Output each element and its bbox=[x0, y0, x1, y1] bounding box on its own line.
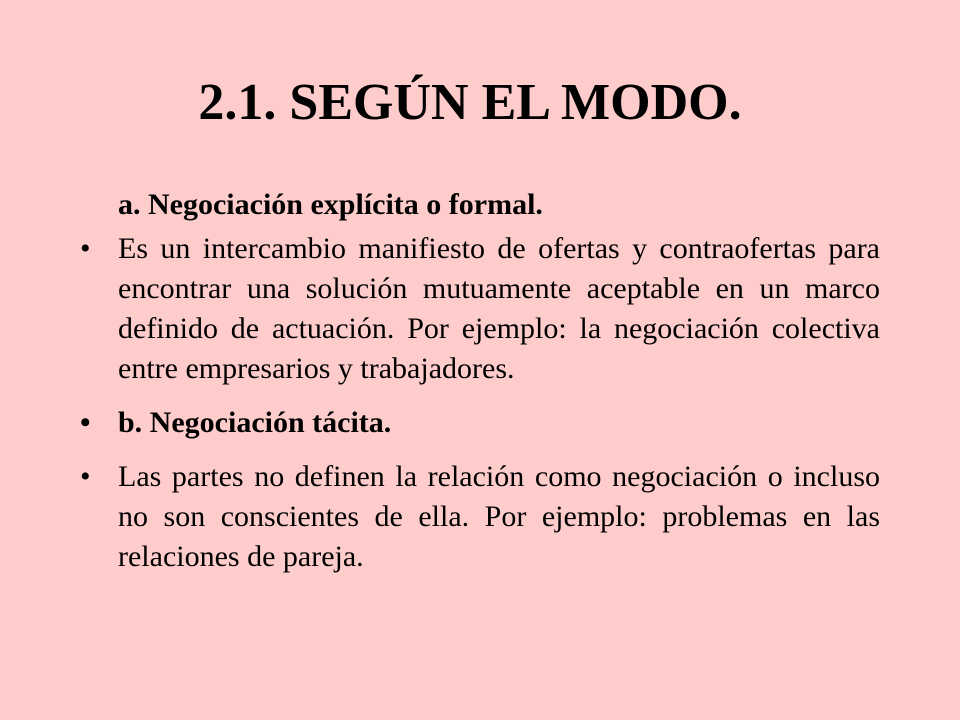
bullet-item-tacit-description bbox=[78, 457, 880, 577]
bullet-text: b. Negociación tácita. bbox=[118, 406, 392, 439]
bullet-item-explicit-description bbox=[78, 229, 880, 389]
bullet-marker: • bbox=[80, 406, 91, 439]
slide-title: 2.1. SEGÚN EL MODO. bbox=[198, 74, 742, 131]
bullet-marker: • bbox=[80, 232, 91, 265]
subheading-explicit-negotiation: a. Negociación explícita o formal. bbox=[118, 188, 543, 221]
slide-body bbox=[78, 185, 880, 577]
bullet-item-tacit-heading bbox=[78, 403, 880, 443]
bullet-text: Las partes no definen la relación como negociación o incluso no son conscientes de ella. Por ejemplo: problemas en las relaciones de pareja. bbox=[118, 460, 880, 573]
bullet-marker: • bbox=[80, 460, 91, 493]
bullet-text: Es un intercambio manifiesto de ofertas y contraofertas para encontrar una solución mutuamente aceptable en un marco definido de actuación. Por ejemplo: la negociación colectiva entre empresarios y trabajadores. bbox=[118, 232, 880, 385]
